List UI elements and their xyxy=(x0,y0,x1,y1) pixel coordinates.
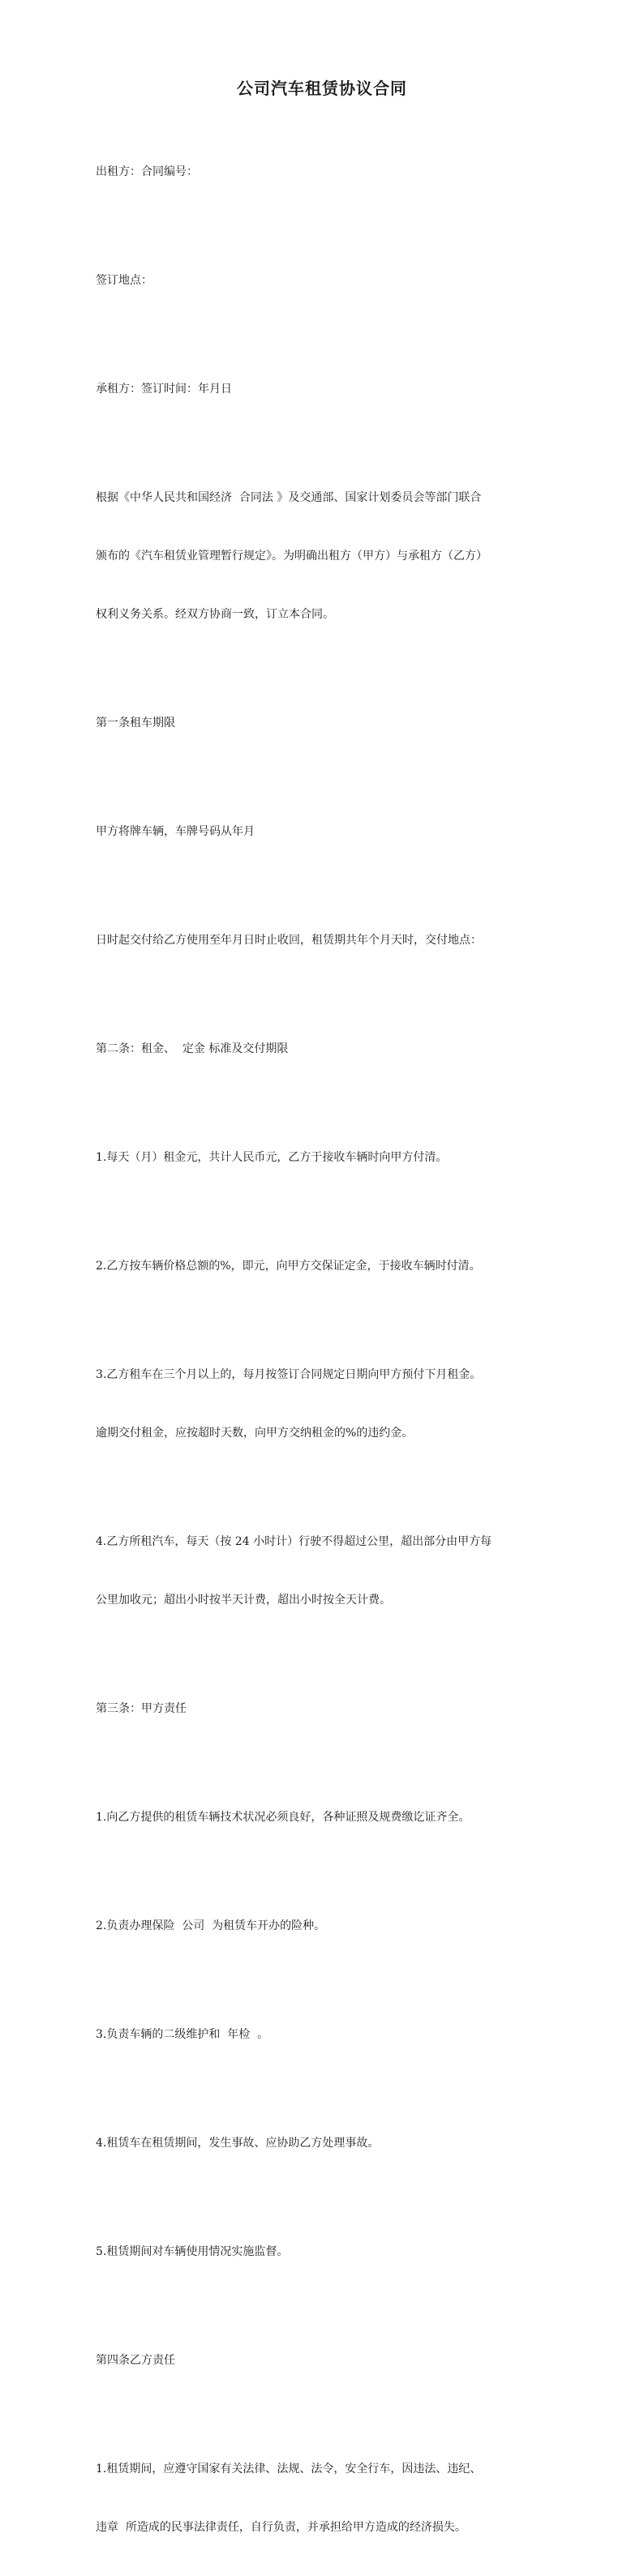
document-title: 公司汽车租赁协议合同 xyxy=(237,79,407,98)
paragraph-sign-place xyxy=(96,232,548,329)
clause-3-3 xyxy=(96,1986,548,2083)
clause-2-2 xyxy=(96,1217,548,1315)
text-line: 第三条：甲方责任 xyxy=(96,1702,187,1715)
document-body xyxy=(96,123,548,2576)
section-heading-1 xyxy=(96,674,548,772)
text-line: 甲方将牌车辆，车牌号码从年月 xyxy=(96,825,255,838)
text-line: 4.乙方所租汽车，每天（按 24 小时计）行驶不得超过公里，超出部分由甲方每 xyxy=(96,1535,492,1548)
section-heading-3 xyxy=(96,1660,548,1757)
paragraph-vehicle xyxy=(96,783,548,880)
text-line: 签订地点： xyxy=(96,274,152,287)
text-line: 1.每天（月）租金元，共计人民币元，乙方于接收车辆时向甲方付清。 xyxy=(96,1151,448,1164)
text-line: 违章 所造成的民事法律责任，自行负责，并承担给甲方造成的经济损失。 xyxy=(96,2521,466,2534)
text-line: 5.租赁期间对车辆使用情况实施监督。 xyxy=(96,2245,289,2258)
text-line: 权利义务关系。经双方协商一致，订立本合同。 xyxy=(96,608,334,621)
section-heading-2 xyxy=(96,1000,548,1098)
clause-2-1 xyxy=(96,1109,548,1206)
paragraph-lessee xyxy=(96,340,548,438)
text-line: 3.负责车辆的二级维护和 年检 。 xyxy=(96,2028,269,2041)
text-line: 第二条：租金、 定金 标准及交付期限 xyxy=(96,1042,289,1055)
clause-3-5 xyxy=(96,2203,548,2300)
text-line: 第四条乙方责任 xyxy=(96,2354,175,2367)
text-line: 1.向乙方提供的租赁车辆技术状况必须良好，各种证照及规费缴讫证齐全。 xyxy=(96,1811,470,1824)
text-line: 承租方：签订时间：年月日 xyxy=(96,383,232,396)
text-line: 逾期交付租金，应按超时天数，向甲方交纳租金的%的违约金。 xyxy=(96,1427,414,1440)
clause-2-3 xyxy=(96,1326,548,1482)
clause-4-1 xyxy=(96,2420,548,2576)
text-line: 公里加收元；超出小时按半天计费，超出小时按全天计费。 xyxy=(96,1594,391,1607)
clause-2-4 xyxy=(96,1493,548,1649)
text-line: 颁布的《汽车租赁业管理暂行规定》。为明确出租方（甲方）与承租方（乙方） xyxy=(96,550,487,563)
text-line: 1.租赁期间，应遵守国家有关法律、法规、法令，安全行车，因违法、违纪、 xyxy=(96,2463,482,2475)
text-line: 出租方：合同编号： xyxy=(96,165,198,178)
paragraph-lessor xyxy=(96,123,548,220)
paragraph-preamble xyxy=(96,449,548,663)
text-line: 2.乙方按车辆价格总额的%，即元，向甲方交保证定金，于接收车辆时付清。 xyxy=(96,1260,481,1273)
text-line: 根据《中华人民共和国经济 合同法 》及交通部、国家计划委员会等部门联合 xyxy=(96,491,482,504)
paragraph-lease-period xyxy=(96,892,548,989)
section-heading-4 xyxy=(96,2312,548,2409)
text-line: 4.租赁车在租赁期间，发生事故、应协助乙方处理事故。 xyxy=(96,2137,380,2150)
clause-3-2 xyxy=(96,1877,548,1975)
clause-3-4 xyxy=(96,2095,548,2192)
text-line: 3.乙方租车在三个月以上的，每月按签订合同规定日期向甲方预付下月租金。 xyxy=(96,1368,482,1381)
text-line: 日时起交付给乙方使用至年月日时止收回，租赁期共年个月天时，交付地点： xyxy=(96,934,482,947)
text-line: 第一条租车期限 xyxy=(96,717,175,730)
clause-3-1 xyxy=(96,1769,548,1866)
text-line: 2.负责办理保险 公司 为租赁车开办的险种。 xyxy=(96,1919,326,1932)
